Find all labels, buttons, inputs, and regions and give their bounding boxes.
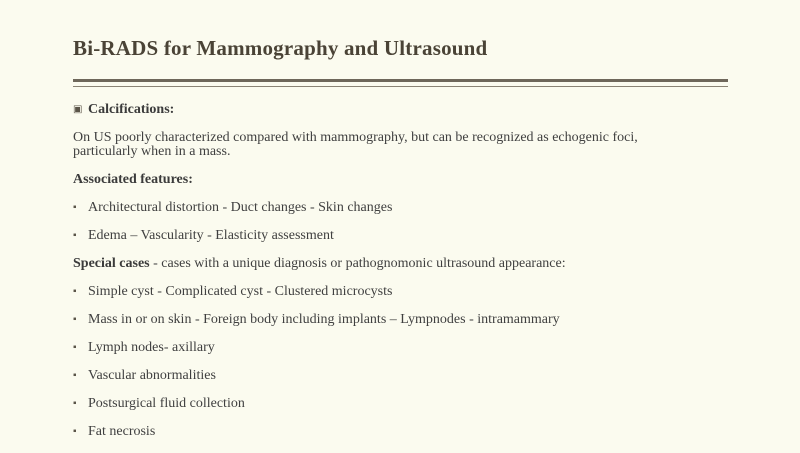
associated-features-heading: Associated features: [73,172,193,187]
list-item [73,369,723,383]
special-item-text: Vascular abnormalities [88,368,216,383]
special-cases-description: - cases with a unique diagnosis or pathognomonic ultrasound appearance: [149,256,566,271]
special-item-text: Simple cyst - Complicated cyst - Clustered microcysts [88,284,393,299]
calcifications-text-line-1: On US poorly characterized compared with mammography, but can be recognized as echogenic foci, [73,130,638,145]
square-bullet-icon: ▪ [73,202,77,213]
list-item [73,201,723,215]
square-bullet-icon: ▪ [73,398,77,409]
special-cases-row [73,257,723,271]
square-bullet-icon: ▪ [73,230,77,241]
slide-body [73,103,723,453]
square-bullet-icon: ▪ [73,286,77,297]
calcifications-text-line-2: particularly when in a mass. [73,144,231,159]
square-bullet-icon: ▪ [73,342,77,353]
square-bullet-icon: ▪ [73,370,77,381]
list-item [73,425,723,439]
title-divider-thick [73,79,728,82]
special-cases-heading: Special cases [73,256,150,271]
calcifications-heading: Calcifications: [88,102,175,117]
slide-title: Bi-RADS for Mammography and Ultrasound [73,36,488,60]
list-item [73,229,723,243]
calcifications-paragraph [73,131,723,159]
special-item-text: Lymph nodes- axillary [88,340,215,355]
list-item [73,313,723,327]
special-item-text: Postsurgical fluid collection [88,396,245,411]
list-item [73,397,723,411]
list-item [73,285,723,299]
title-divider-thin [73,86,728,87]
associated-item-text: Edema – Vascularity - Elasticity assessment [88,228,334,243]
associated-item-text: Architectural distortion - Duct changes - Skin changes [88,200,393,215]
special-item-text: Mass in or on skin - Foreign body including implants – Lympnodes - intramammary [88,312,560,327]
associated-features-heading-row [73,173,723,187]
list-item [73,341,723,355]
calcifications-bullet [73,103,723,117]
special-item-text: Fat necrosis [88,424,156,439]
checkbox-bullet-icon: ▣ [73,104,83,115]
square-bullet-icon: ▪ [73,314,77,325]
square-bullet-icon: ▪ [73,426,77,437]
